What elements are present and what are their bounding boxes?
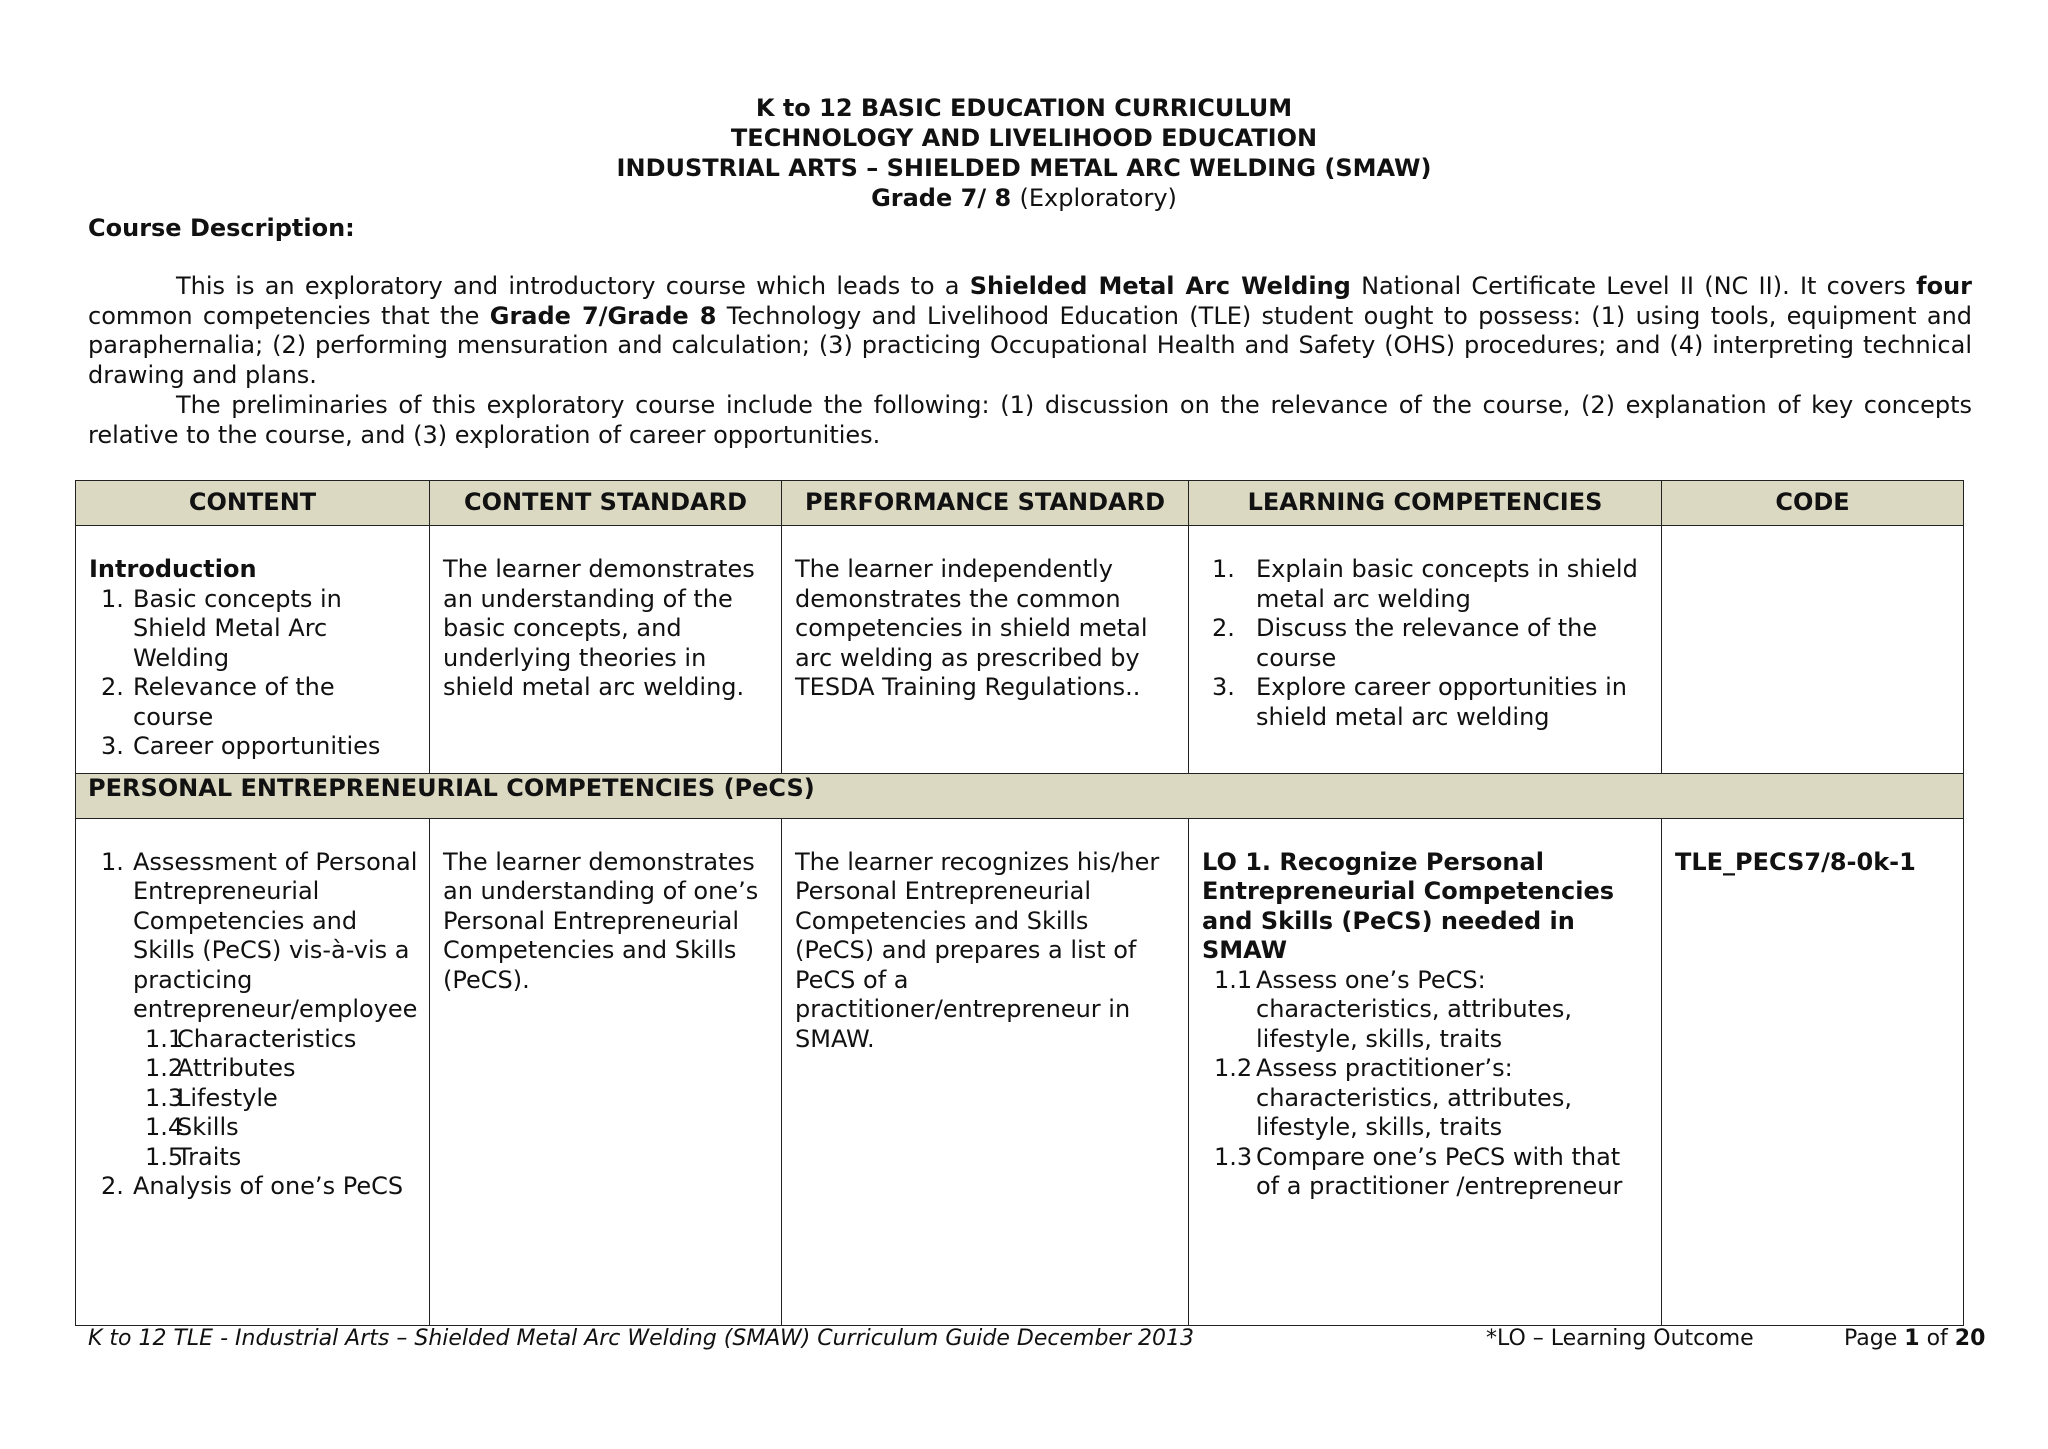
section-row: [76, 773, 1964, 818]
curriculum-table: [75, 480, 1964, 1326]
para1-text-4: Technology and Livelihood Education (TLE) student ought to possess: (1) using tools, equipment and paraphernalia; (2) performing mensuration and calculation; (3) practicing Occupational Health and Safety (OHS) procedures; and (4) interpreting technical drawing and plans.: [88, 301, 1973, 389]
para1-text-3: common competencies that the: [88, 301, 490, 330]
list-item: 1. Basic concepts in Shield Metal Arc Welding: [101, 584, 342, 672]
grade-note: (Exploratory): [1019, 184, 1177, 212]
header-performance-standard: PERFORMANCE STANDARD: [782, 481, 1189, 526]
performance-standard-cell: The learner independently demonstrates the common competencies in shield metal arc welding as prescribed by TESDA Training Regulations..: [782, 526, 1189, 774]
content-cell: [76, 526, 430, 774]
list-item: 2. Relevance of the course: [101, 673, 335, 731]
sub-list-item: 1.5 Traits: [145, 1142, 242, 1171]
list-item: 2. Analysis of one’s PeCS: [101, 1172, 404, 1200]
para1-bold-1: Shielded Metal Arc Welding: [969, 272, 1351, 300]
table-row: [76, 818, 1964, 1325]
content-standard-cell: The learner demonstrates an understanding of the basic concepts, and underlying theories in shield metal arc welding.: [430, 526, 782, 774]
course-description-paragraph-1: [88, 272, 1972, 390]
list-item: 1.1 Assess one’s PeCS: characteristics, attributes, lifestyle, skills, traits: [1214, 965, 1572, 1053]
section-title: PERSONAL ENTREPRENEURIAL COMPETENCIES (PeCS): [76, 773, 1964, 818]
course-description-paragraph-2: [88, 391, 1972, 450]
para1-bold-3: Grade 7/Grade 8: [489, 301, 717, 330]
footer-lo-note: *LO – Learning Outcome: [1486, 1326, 1754, 1351]
footer-document-title: K to 12 TLE - Industrial Arts – Shielded Metal Arc Welding (SMAW) Curriculum Guide December 2013: [88, 1326, 1194, 1351]
performance-standard-cell: The learner recognizes his/her Personal Entrepreneurial Competencies and Skills (PeCS) and prepares a list of PeCS of a practitioner/entrepreneur in SMAW.: [782, 818, 1189, 1325]
sub-list-item: 1.2 Attributes: [145, 1054, 296, 1082]
learning-competencies-cell: [1189, 818, 1662, 1325]
competency-code: TLE_PECS7/8-0k-1: [1675, 847, 1916, 876]
header-line-3: INDUSTRIAL ARTS – SHIELDED METAL ARC WELDING (SMAW): [616, 154, 1432, 182]
header-learning-competencies: LEARNING COMPETENCIES: [1189, 481, 1662, 526]
list-item: 1. Assessment of Personal Entrepreneurial Competencies and Skills (PeCS) vis-à-vis a practicing entrepreneur/employee 1.1 Characteristics 1.2 Attributes 1.3 Lifestyle 1.4 Skills 1.5 Traits: [101, 847, 418, 1171]
grade-label: Grade 7/ 8: [871, 184, 1012, 212]
header-content-standard: CONTENT STANDARD: [430, 481, 782, 526]
document-header: [0, 93, 2048, 213]
para1-text-2: National Certificate Level II (NC II). It covers: [1350, 272, 1917, 300]
learning-outcome-title: LO 1. Recognize Personal Entrepreneurial Competencies and Skills (PeCS) needed in SMAW: [1202, 847, 1615, 964]
course-description-label: Course Description:: [88, 214, 355, 242]
list-item: 2. Discuss the relevance of the course: [1212, 614, 1598, 672]
list-item: 1. Explain basic concepts in shield metal arc welding: [1212, 555, 1638, 613]
para1-bold-2: four: [1916, 272, 1972, 300]
header-line-1: K to 12 BASIC EDUCATION CURRICULUM: [755, 94, 1293, 122]
list-item: 3. Career opportunities: [101, 732, 381, 760]
header-grade-line: [0, 183, 2048, 213]
sub-list-item: 1.4 Skills: [145, 1113, 239, 1141]
learning-competencies-cell: [1189, 526, 1662, 774]
para2-text: The preliminaries of this exploratory course include the following: (1) discussion on the relevance of the course, (2) explanation of key concepts relative to the course, and (3) exploration of career opportunities.: [88, 391, 1972, 449]
code-cell: [1662, 526, 1964, 774]
list-item: 3. Explore career opportunities in shield metal arc welding: [1212, 673, 1628, 731]
sub-list-item: 1.3 Lifestyle: [145, 1083, 278, 1112]
table-row: [76, 526, 1964, 774]
content-title: Introduction: [89, 555, 257, 583]
content-cell: [76, 818, 430, 1325]
footer-page-number: Page 1 of 20: [1844, 1326, 1986, 1351]
header-line-2: TECHNOLOGY AND LIVELIHOOD EDUCATION: [730, 124, 1318, 152]
list-item: 1.3 Compare one’s PeCS with that of a practitioner /entrepreneur: [1214, 1142, 1623, 1200]
header-content: CONTENT: [76, 481, 430, 526]
table-header-row: [76, 481, 1964, 526]
para1-text-1: This is an exploratory and introductory course which leads to a: [176, 272, 970, 300]
header-code: CODE: [1662, 481, 1964, 526]
list-item: 1.2 Assess practitioner’s: characteristics, attributes, lifestyle, skills, traits: [1214, 1054, 1572, 1141]
code-cell: [1662, 818, 1964, 1325]
sub-list-item: 1.1 Characteristics: [145, 1024, 357, 1053]
content-standard-cell: The learner demonstrates an understanding of one’s Personal Entrepreneurial Competencies and Skills (PeCS).: [430, 818, 782, 1325]
